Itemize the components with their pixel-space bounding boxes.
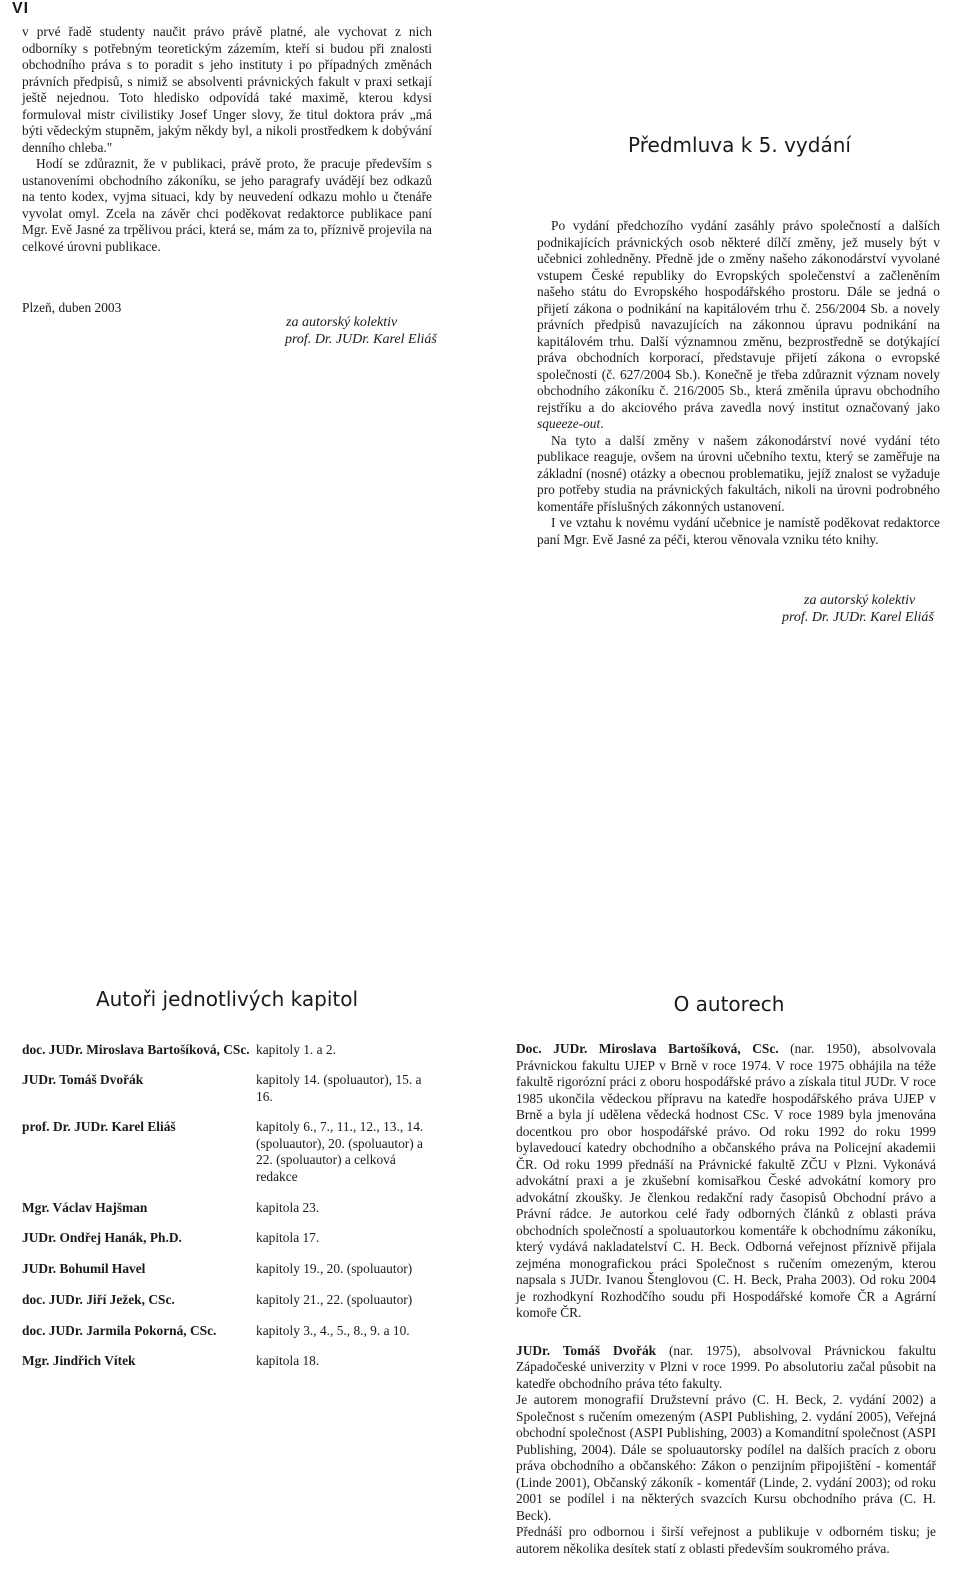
- author-chapters: kapitola 23.: [256, 1200, 320, 1215]
- author-chapters: kapitoly 6., 7., 11., 12., 13., 14. (spoluautor), 20. (spoluautor) a 22. (spoluautor) a celková redakce: [256, 1119, 424, 1184]
- author-name: doc. JUDr. Jarmila Pokorná, CSc.: [22, 1323, 217, 1338]
- preface-paragraph: Na tyto a další změny v našem zákonodárství nové vydání této publikace reaguje, ovšem na úrovni učebního textu, který se zaměřuje na základní (nosné) otázky a obecnou problematiku, jejíž znalost se vyžaduje pro potřeby studia na právnických fakultách, nikoli na úrovni podrobného komentáře příslušných zákonných ustanovení.: [537, 432, 940, 514]
- preface-paragraph: I ve vztahu k novému vydání učebnice je namístě poděkovat redaktorce paní Mgr. Evě Jasné za péči, kterou věnovala vzniku této knihy.: [537, 515, 940, 547]
- left-preface-text: [22, 24, 432, 255]
- signature-name: prof. Dr. JUDr. Karel Eliáš: [782, 610, 934, 625]
- about-text: [516, 1041, 936, 1557]
- page-number: VI: [12, 0, 30, 17]
- author-name: JUDr. Bohumil Havel: [22, 1261, 146, 1276]
- signature-block: [285, 314, 437, 348]
- author-chapters: kapitoly 14. (spoluautor), 15. a 16.: [256, 1072, 422, 1104]
- bio-paragraph: Přednáší pro odbornou i širší veřejnost a publikuje v odborném tisku; je autorem několika desítek statí z oblasti především soukromého práva.: [516, 1524, 936, 1556]
- about-title: O autorech: [673, 992, 785, 1016]
- bio-text: (nar. 1950), absolvovala Právnickou fakultu UJEP v Brně v roce 1974. V roce 1975 obhájila na téže fakultě rigorózní práci z oboru hospodářské právo a získala titul JUDr. V roce 1985 ukončila vědeckou přípravu na katedře hospodářského práva UJEP v Brně a byla jí udělena vědecká hodnost CSc. V roce 1989 byla jmenována docentkou pro obor hospodářské právo. Od roku 1992 do roku 1999 bylavedoucí katedry obchodního a občanského práva na Policejní akademii ČR. Od roku 1999 přednáší na Právnické fakultě ZČU v Plzni. Vykonává advokátní praxi a je zkušební komisařkou České advokátní komory pro advokátní zkoušky. Je členkou redakční rady časopisů Obchodní právo a Právní rádce. Je autorkou celé řady odborných článků z oblasti práva obchodních společností a spoluautorkou komentáře k obchodnímu zákoníku, který vydává nakladatelství C. H. Beck. Odborná veřejnost příznivě přijala zejména monografickou práci Společnost s ručením omezeným, kterou napsala s JUDr. Ivanou Štenglovou (C. H. Beck, Praha 2003). Od roku 2004 je rozhodkyní Rozhodčího soudu při Hospodářské komoře ČR a Agrární komoře ČR.: [516, 1041, 936, 1320]
- bio-paragraph: Je autorem monografií Družstevní právo (C. H. Beck, 2. vydání 2002) a Společnost s ručením omezeným (ASPI Publishing, 2. vydání 2005), Veřejná obchodní společnost (ASPI Publishing, 2003) a Komanditní společnost (ASPI Publishing, 2004). Dále se spoluautorsky podílel na dalších pracích z oboru práva obchodního a občanského: Zákon o penzijním připojištění - komentář (Linde 2001), Občanský zákoník - komentář (Linde, 2. vydání 2003); od roku 2001 se podílel i na některých svazcích Kursu obchodního práva (C. H. Beck).: [516, 1392, 936, 1523]
- author-name: doc. JUDr. Miroslava Bartošíková, CSc.: [22, 1042, 250, 1057]
- author-name: prof. Dr. JUDr. Karel Eliáš: [22, 1119, 176, 1134]
- preface-5-text: [537, 218, 940, 548]
- author-name: JUDr. Ondřej Hanák, Ph.D.: [22, 1230, 182, 1245]
- signature-line: za autorský kolektiv: [286, 315, 398, 330]
- preface-paragraph: Hodí se zdůraznit, že v publikaci, právě proto, že pracuje především s ustanoveními obchodního zákoníku, se jeho paragrafy uvádějí bez odkazů na tento kodex, vyjma situaci, kdy by neuvedení odkazu mohlo u čtenáře vyvolat omyl. Zcela na závěr chci poděkovat redaktorce publikace paní Mgr. Evě Jasné za trpělivou práci, která se, mám za to, příznivě projevila na celkové úrovni publikace.: [22, 156, 432, 254]
- preface-text-end: .: [600, 416, 604, 431]
- author-name: JUDr. Tomáš Dvořák: [22, 1072, 144, 1087]
- author-name: Mgr. Václav Hajšman: [22, 1200, 148, 1215]
- preface-paragraph: v prvé řadě studenty naučit právo právě platné, ale vychovat z nich odborníky s potřebným teoretickým zázemím, kteří si budou při znalosti obchodního práva s to poradit s jeho instituty i po případných změnách právních předpisů, s nimiž se absolventi právnických fakult v praxi setkají ještě nejednou. Toto hledisko odpovídá také maximě, kterou kdysi formuloval mistr civilistiky Josef Unger slovy, že titul doktora práv „má býti vědeckým stupněm, jakým někdy byl, a nikoli prostředkem k dobývání denního chleba.": [22, 24, 432, 155]
- preface-paragraph: [537, 218, 940, 433]
- author-chapters: kapitola 17.: [256, 1230, 320, 1245]
- author-chapters: kapitoly 21., 22. (spoluautor): [256, 1292, 413, 1307]
- signature-name: prof. Dr. JUDr. Karel Eliáš: [285, 332, 437, 347]
- place-date: Plzeň, duben 2003: [22, 300, 122, 315]
- bio-text: (nar. 1975), absolvoval Právnickou fakultu Západočeské univerzity v Plzni v roce 1999. Po absolutoriu začal působit na katedře obchodního práva této fakulty.: [516, 1342, 936, 1391]
- bio-name: Doc. JUDr. Miroslava Bartošíková, CSc.: [516, 1041, 779, 1056]
- preface-title: Předmluva k 5. vydání: [628, 133, 851, 157]
- author-chapters: kapitoly 1. a 2.: [256, 1042, 336, 1057]
- preface-italic-term: squeeze-out: [537, 416, 601, 431]
- chapters-title: Autoři jednotlivých kapitol: [95, 987, 359, 1011]
- signature-line: za autorský kolektiv: [804, 593, 916, 608]
- bio-bartosikova: [516, 1041, 936, 1322]
- signature-block: [782, 592, 934, 626]
- author-name: Mgr. Jindřich Vítek: [22, 1353, 136, 1368]
- author-chapters: kapitola 18.: [256, 1353, 320, 1368]
- preface-text: Po vydání předchozího vydání zasáhly právo společností a dalších podnikajících právnických osob některé dílčí změny, jež musely být v učebnici zohledněny. Předně jde o změny našeho zákonodárství vyvolané vstupem České republiky do Evropských společenství a začleněním našeho státu do Evropského hospodářského prostoru. Dále se jedná o přijetí zákona o podnikání na kapitálovém trhu č. 256/2004 Sb. a novely právních předpisů navazujících na zákonnou úpravu podnikání na kapitálovém trhu. Další významnou změnu, bezprostředně se dotýkající práva obchodních korporací, představuje přijetí zákona o evropské společnosti (č. 627/2004 Sb.). Konečně je třeba zdůraznit význam novely obchodního zákoníku č. 216/2005 Sb., která změnila úpravu obchodního rejstříku a do akciového práva zavedla nový institut označovaný jako: [537, 218, 940, 415]
- author-chapters: kapitoly 19., 20. (spoluautor): [256, 1261, 413, 1276]
- author-chapters: kapitoly 3., 4., 5., 8., 9. a 10.: [256, 1323, 410, 1338]
- author-name: doc. JUDr. Jiří Ježek, CSc.: [22, 1292, 175, 1307]
- bio-name: JUDr. Tomáš Dvořák: [516, 1342, 657, 1358]
- bio-dvorak: [516, 1343, 936, 1393]
